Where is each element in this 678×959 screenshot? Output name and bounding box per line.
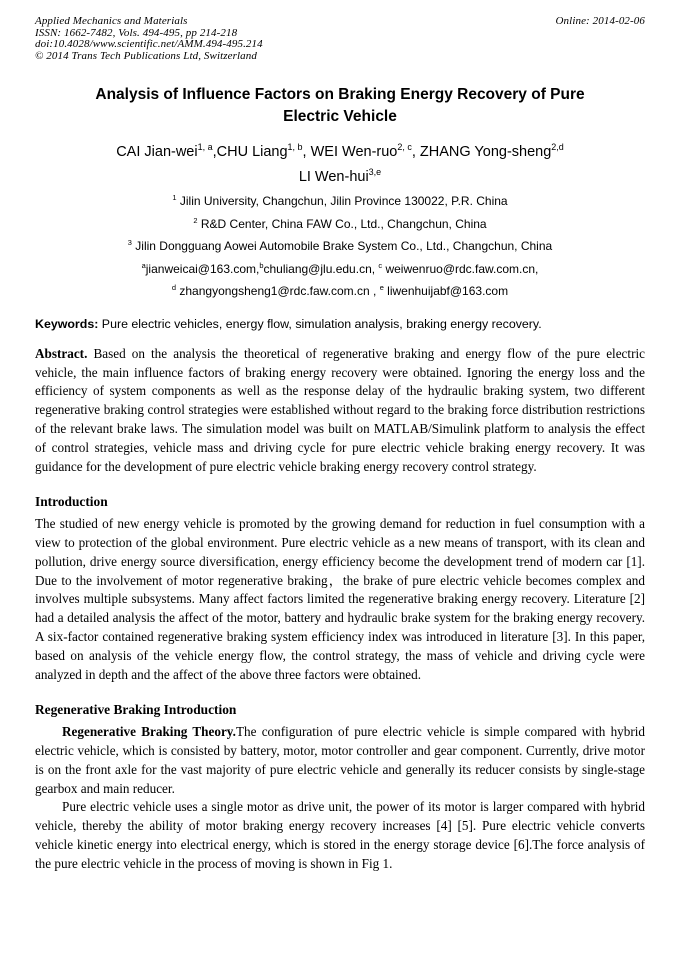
author-line-1: CAI Jian-wei$^{1, a}$,CHU Liang$^{1, b}$, WEI Wen-ruo$^{2, c}$, ZHANG Yong-sheng$^{2,d}$: [116, 142, 564, 161]
introduction-paragraph: The studied of new energy vehicle is promoted by the growing demand for reduction in fuel consumption with a view to protection of the global environment. Pure electric vehicle as a new means of transport, with its clean and pollution, drive energy source diversification, energy efficiency become the development trend of modern car [1]. Due to the involvement of motor regenerative braking，the brake of pure electric vehicle becomes complex and involves multiple subsystems. Many affect factors limited the regenerative braking energy recovery. Literature [2] had a detailed analysis the affect of the motor, battery and hydraulic brake system for the braking energy recovery. A six-factor contained regenerative braking system efficiency index was introduced in literature [3]. In this paper, based on analysis of the vehicle energy flow, the control strategy, the mass of vehicle and driving cycle were analyzed in depth and the affect of the above three factors were obtained.: [35, 516, 645, 682]
author-block: [35, 140, 645, 190]
affiliation-1: $^1$ Jilin University, Changchun, Jilin Province 130022, P.R. China: [172, 193, 508, 209]
affiliation-block: [35, 190, 645, 303]
affiliation-3: $^3$ Jilin Dongguang Aowei Automobile Brake System Co., Ltd., Changchun, China: [127, 238, 553, 254]
abstract-paragraph: Abstract. Based on the analysis the theoretical of regenerative braking and energy flow of the pure electric vehicle, the main influence factors of braking energy recovery were obtained. Ignoring the energy loss and the efficiency of system components as well as the response delay of the hydraulic braking system, two different regenerative braking control strategies were established without regard to the braking force distribution restrictions of the relevant brake laws. The simulation model was built on MATLAB/Simulink platform to analysis the effect of control strategies, vehicle mass and driving cycle for pure electric vehicle braking energy recovery. It was guidance for the development of pure electric vehicle braking energy recovery control strategy.: [35, 345, 645, 474]
online-date: Online: 2014-02-06: [555, 15, 645, 27]
publication-info: [35, 16, 263, 62]
affiliation-2: $^2$ R&D Center, China FAW Co., Ltd., Changchun, China: [193, 215, 487, 231]
paper-title-line-1: Analysis of Influence Factors on Braking Energy Recovery of Pure: [95, 86, 585, 104]
journal-name: Applied Mechanics and Materials: [35, 15, 188, 27]
single-motor-paragraph: Pure electric vehicle uses a single motor as drive unit, the power of its motor is larger compared with hybrid vehicle, thereby the ability of motor braking energy recovery increases [4] [5]. Pure electric vehicle converts vehicle kinetic energy into electrical energy, which is stored in the energy storage device [6].The force analysis of the pure electric vehicle in the process of moving is shown in Fig 1.: [35, 799, 645, 871]
author-line-2: LI Wen-hui$^{3,e}$: [298, 167, 382, 186]
doi-line: doi:10.4028/www.scientific.net/AMM.494-495.214: [35, 38, 263, 51]
copyright-line: © 2014 Trans Tech Publications Ltd, Switzerland: [35, 49, 257, 62]
regenerative-braking-theory-paragraph: Regenerative Braking Theory.The configuration of pure electric vehicle is simple compared with hybrid electric vehicle, which is consisted by battery, motor, motor controller and gear component. Currently, drive motor is on the front axle for the vast majority of pure electric vehicle and generally its reducer consists by single-stage gearbox and main reducer.: [35, 724, 645, 796]
section-heading-introduction: Introduction: [35, 494, 108, 510]
section-heading-regenerative-braking: Regenerative Braking Introduction: [35, 702, 237, 718]
author-emails-line-2: $^d$ zhangyongsheng1@rdc.faw.com.cn , $^e$ liwenhuijabf@163.com: [171, 283, 509, 299]
issn-line: ISSN: 1662-7482, Vols. 494-495, pp 214-218: [35, 26, 238, 39]
keywords-line: Keywords: Pure electric vehicles, energy flow, simulation analysis, braking energy recovery.: [35, 316, 542, 331]
paper-title-line-2: Electric Vehicle: [283, 108, 397, 126]
author-emails-line-1: $^a$jianweicai@163.com,$^b$chuliang@jlu.edu.cn, $^c$ weiwenruo@rdc.faw.com.cn,: [141, 260, 539, 276]
paper-title: [35, 84, 645, 128]
publication-header: [35, 16, 645, 62]
